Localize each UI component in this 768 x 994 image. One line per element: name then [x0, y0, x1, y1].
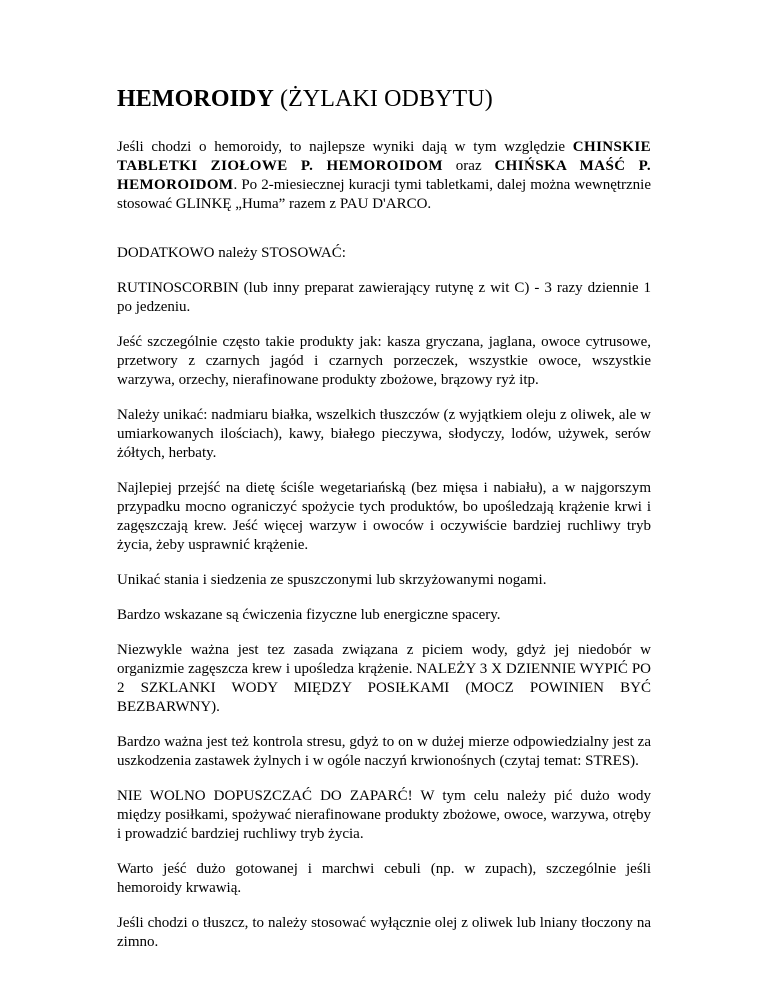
intro-paragraph	[117, 138, 651, 214]
intro-text: . Po 2-miesiecznej kuracji tymi tabletkami, dalej można wewnętrznie stosować GLINKĘ „Huma” razem z PAU D'ARCO.	[117, 177, 651, 212]
paragraph-constipation: NIE WOLNO DOPUSZCZAĆ DO ZAPARĆ! W tym celu należy pić dużo wody między posiłkami, spożywać nierafinowane produkty zbożowe, owoce, warzywa, otręby i prowadzić bardziej ruchliwy tryb życia.	[117, 788, 651, 842]
document-body	[117, 138, 651, 952]
paragraph-foods-to-eat: Jeść szczególnie często takie produkty jak: kasza gryczana, jaglana, owoce cytrusowe, przetwory z czarnych jagód i czarnych porzeczek, wszystkie owoce, wszystkie warzywa, orzechy, nierafinowane produkty zbożowe, brązowy ryż itp.	[117, 334, 651, 388]
paragraph-fats: Jeśli chodzi o tłuszcz, to należy stosować wyłącznie olej z oliwek lub lniany tłoczony na zimno.	[117, 915, 651, 950]
paragraph-onion: Warto jeść dużo gotowanej i marchwi cebuli (np. w zupach), szczególnie jeśli hemoroidy krwawią.	[117, 861, 651, 896]
paragraph-stress: Bardzo ważna jest też kontrola stresu, gdyż to on w dużej mierze odpowiedzialny jest za uszkodzenia zastawek żylnych i w ogóle naczyń krwionośnych (czytaj temat: STRES).	[117, 734, 651, 769]
paragraph-foods-to-avoid: Należy unikać: nadmiaru białka, wszelkich tłuszczów (z wyjątkiem oleju z oliwek, ale w umiarkowanych ilościach), kawy, białego pieczywa, słodyczy, lodów, używek, serów żółtych, herbaty.	[117, 407, 651, 461]
title-main: HEMOROIDY	[117, 86, 274, 112]
section-heading-additional: DODATKOWO należy STOSOWAĆ:	[117, 245, 346, 261]
paragraph-posture: Unikać stania i siedzenia ze spuszczonymi lub skrzyżowanymi nogami.	[117, 572, 547, 588]
paragraph-exercise: Bardzo wskazane są ćwiczenia fizyczne lub energiczne spacery.	[117, 607, 501, 623]
product-name-ointment: CHIŃSKA MAŚĆ P. HEMOROIDOM	[117, 158, 652, 193]
paragraph-rutinoscorbin: RUTINOSCORBIN (lub inny preparat zawierający rutynę z wit C) - 3 razy dziennie 1 po jedzeniu.	[117, 280, 651, 315]
title-subtitle: (ŻYLAKI ODBYTU)	[280, 86, 493, 112]
intro-text: oraz	[442, 158, 495, 174]
intro-text: Jeśli chodzi o hemoroidy, to najlepsze wyniki dają w tym względzie	[117, 139, 573, 155]
paragraph-water: Niezwykle ważna jest tez zasada związana z piciem wody, gdyż jej niedobór w organizmie zagęszcza krew i upośledza krążenie. NALEŻY 3 X DZIENNIE WYPIĆ PO 2 SZKLANKI WODY MIĘDZY POSIŁKAMI (MOCZ POWINIEN BYĆ BEZBARWNY).	[117, 642, 651, 715]
paragraph-vegetarian-diet: Najlepiej przejść na dietę ściśle wegetariańską (bez mięsa i nabiału), a w najgorszym przypadku mocno ograniczyć spożycie tych produktów, bo upośledzają krążenie krwi i zagęszczają krew. Jeść więcej warzyw i owoców i oczywiście bardziej ruchliwy tryb życia, żeby usprawnić krążenie.	[117, 480, 651, 553]
document-title	[117, 84, 677, 114]
product-name-tablets: CHINSKIE TABLETKI ZIOŁOWE P. HEMOROIDOM	[117, 139, 651, 174]
